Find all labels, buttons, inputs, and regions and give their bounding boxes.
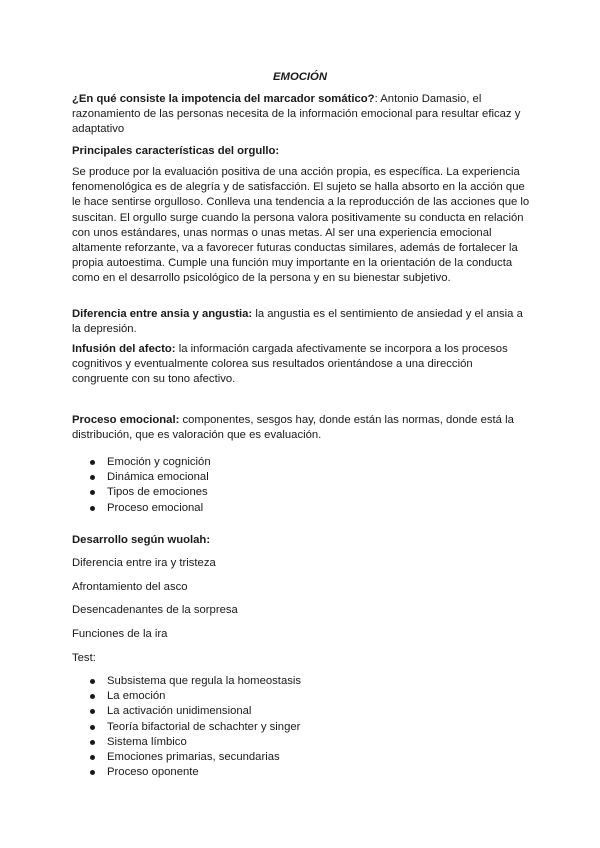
orgullo-body: Se produce por la evaluación positiva de una acción propia, es específica. La experiencia fenomenológica es de alegría y de satisfacción. El sujeto se halla absorto en la acción que le hace sentirse orgulloso. Conlleva una tendencia a la reproducción de las acciones que lo suscitan. El orgullo surge cuando la persona valora positivamente su conducta en relación con unos estándares, unas normas o unas metas. Al ser una experiencia emocional altamente reforzante, va a favorecer futuras conductas similares, además de fortalecer la propia autoestima. Cumple una función muy importante en la orientación de la conducta como en el desarrollo psicológico de la persona y en su bienestar subjetivo. xyxy=(72,166,530,285)
test-list xyxy=(72,674,532,780)
list-item: Tipos de emociones xyxy=(72,485,532,500)
diferencia-label: Diferencia entre ansia y angustia: xyxy=(72,308,253,320)
infusion-paragraph xyxy=(72,342,532,388)
diferencia-text: la angustia es el sentimiento de ansiedad y el ansia a la depresión. xyxy=(72,308,523,336)
list-item: Proceso emocional xyxy=(72,501,532,516)
list-item: La activación unidimensional xyxy=(72,704,532,719)
list-item: Emociones primarias, secundarias xyxy=(72,750,532,765)
desarrollo-line: Funciones de la ira xyxy=(72,628,168,640)
desarrollo-line: Desencadenantes de la sorpresa xyxy=(72,604,238,616)
desarrollo-line: Afrontamiento del asco xyxy=(72,581,188,593)
proceso-list xyxy=(72,455,532,516)
marcador-paragraph xyxy=(72,92,532,138)
list-item: Teoría bifactorial de schachter y singer xyxy=(72,720,532,735)
desarrollo-heading: Desarrollo según wuolah: xyxy=(72,534,211,546)
page-title: EMOCIÓN xyxy=(273,71,327,83)
list-item: La emoción xyxy=(72,689,532,704)
diferencia-paragraph xyxy=(72,307,532,337)
marcador-question: ¿En qué consiste la impotencia del marcador somático? xyxy=(72,93,375,105)
list-item: Proceso oponente xyxy=(72,765,532,780)
desarrollo-line: Test: xyxy=(72,652,96,664)
desarrollo-line: Diferencia entre ira y tristeza xyxy=(72,557,216,569)
list-item: Dinámica emocional xyxy=(72,470,532,485)
proceso-paragraph xyxy=(72,413,532,443)
proceso-text: componentes, sesgos hay, donde están las normas, donde está la distribución, que es valoración que es evaluación. xyxy=(72,414,514,442)
list-item: Subsistema que regula la homeostasis xyxy=(72,674,532,689)
orgullo-heading: Principales características del orgullo: xyxy=(72,145,280,157)
list-item: Sistema límbico xyxy=(72,735,532,750)
marcador-answer: : Antonio Damasio, el razonamiento de las personas necesita de la información emocional para resultar eficaz y adaptativo xyxy=(72,93,521,136)
infusion-text: la información cargada afectivamente se incorpora a los procesos cognitivos y eventualmente colorea sus resultados orientándose a una dirección congruente con su tono afectivo. xyxy=(72,343,508,386)
proceso-label: Proceso emocional: xyxy=(72,414,180,426)
list-item: Emoción y cognición xyxy=(72,455,532,470)
infusion-label: Infusión del afecto: xyxy=(72,343,176,355)
